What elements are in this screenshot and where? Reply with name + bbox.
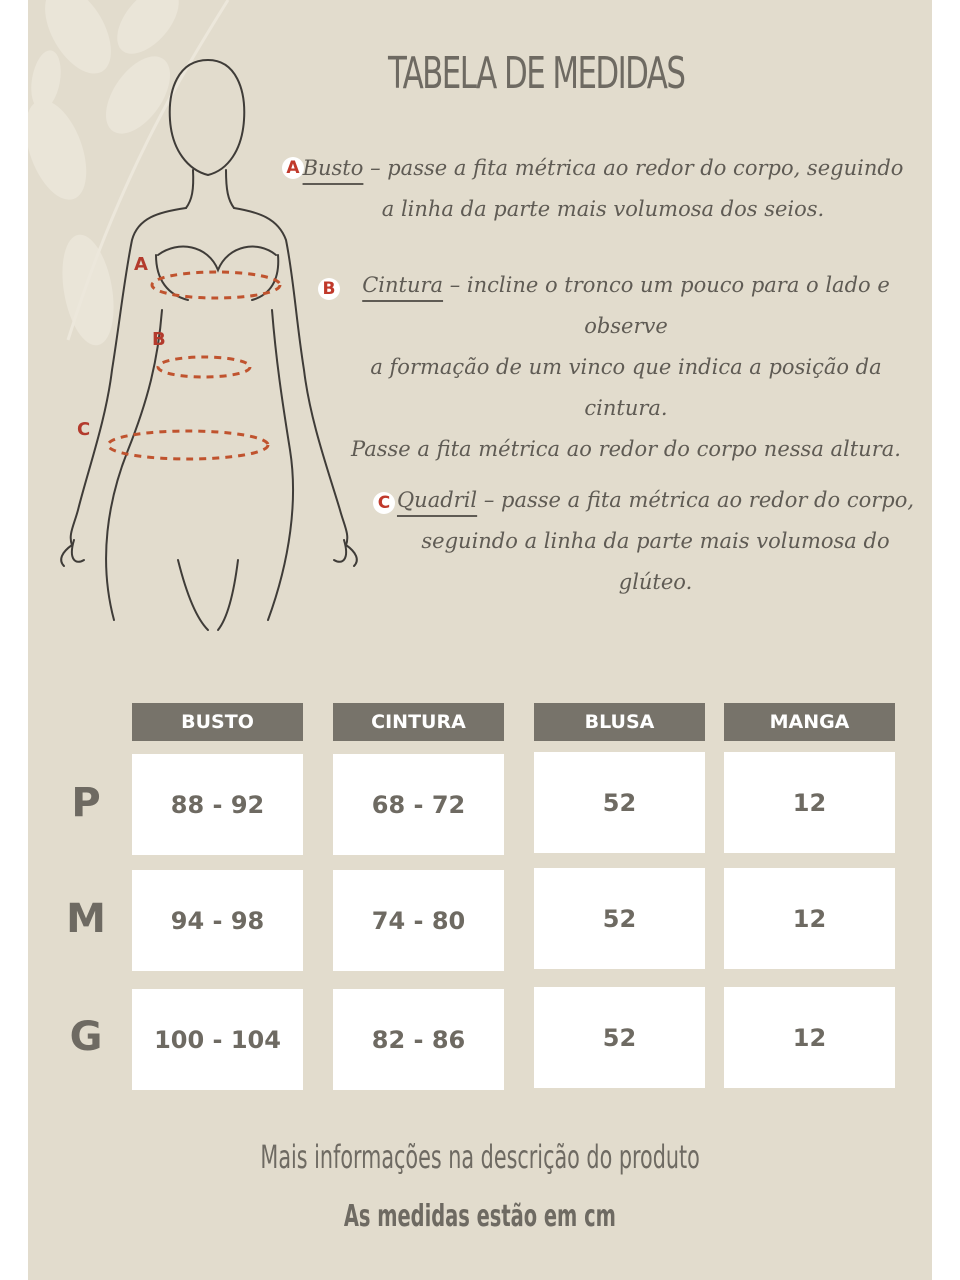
table-cell: 74 - 80	[333, 870, 504, 971]
page-title: TABELA DE MEDIDAS	[388, 48, 685, 99]
instruction-line: Passe a fita métrica ao redor do corpo nessa altura.	[351, 437, 901, 461]
table-cell: 12	[724, 868, 895, 969]
footer-info-text: Mais informações na descrição do produto	[260, 1138, 700, 1176]
instruction-term: Busto	[302, 156, 364, 180]
size-label-m: M	[66, 896, 106, 942]
table-cell: 100 - 104	[132, 989, 303, 1090]
table-cell: 12	[724, 987, 895, 1088]
size-chart-page	[28, 0, 932, 1280]
table-cell: 82 - 86	[333, 989, 504, 1090]
marker-c-icon: C	[373, 492, 395, 514]
table-cell: 12	[724, 752, 895, 853]
column-header-cintura: CINTURA	[333, 703, 504, 741]
table-cell: 68 - 72	[333, 754, 504, 855]
instruction-term: Quadril	[396, 488, 478, 512]
instruction-line: a linha da parte mais volumosa dos seios.	[381, 197, 825, 221]
instruction-busto	[298, 148, 908, 230]
footer-units	[28, 1199, 932, 1234]
figure-label-b: B	[152, 329, 166, 350]
instruction-line: – passe a fita métrica ao redor do corpo,	[477, 488, 915, 512]
footer-info	[28, 1138, 932, 1176]
figure-label-a: A	[134, 254, 148, 275]
table-cell: 52	[534, 752, 705, 853]
instruction-cintura	[326, 265, 926, 470]
table-cell: 52	[534, 987, 705, 1088]
table-cell: 88 - 92	[132, 754, 303, 855]
table-cell: 94 - 98	[132, 870, 303, 971]
instruction-line: observe	[584, 314, 668, 338]
size-label-p: P	[71, 780, 101, 826]
instruction-line: glúteo.	[618, 570, 693, 594]
figure-label-c: C	[77, 419, 91, 440]
table-cell: 52	[534, 868, 705, 969]
instruction-line: a formação de um vinco que indica a posição da cintura.	[370, 355, 882, 420]
size-label-g: G	[69, 1014, 103, 1060]
column-header-blusa: BLUSA	[534, 703, 705, 741]
marker-b-icon: B	[318, 278, 340, 300]
column-header-busto: BUSTO	[132, 703, 303, 741]
instruction-line: – incline o tronco um pouco para o lado e	[443, 273, 890, 297]
instruction-quadril	[383, 480, 928, 603]
instruction-line: seguindo a linha da parte mais volumosa do	[421, 529, 890, 553]
instruction-line: – passe a fita métrica ao redor do corpo, seguindo	[363, 156, 904, 180]
instruction-term: Cintura	[362, 273, 444, 297]
marker-a-icon: A	[282, 157, 304, 179]
column-header-manga: MANGA	[724, 703, 895, 741]
footer-units-text: As medidas estão em cm	[344, 1199, 616, 1234]
